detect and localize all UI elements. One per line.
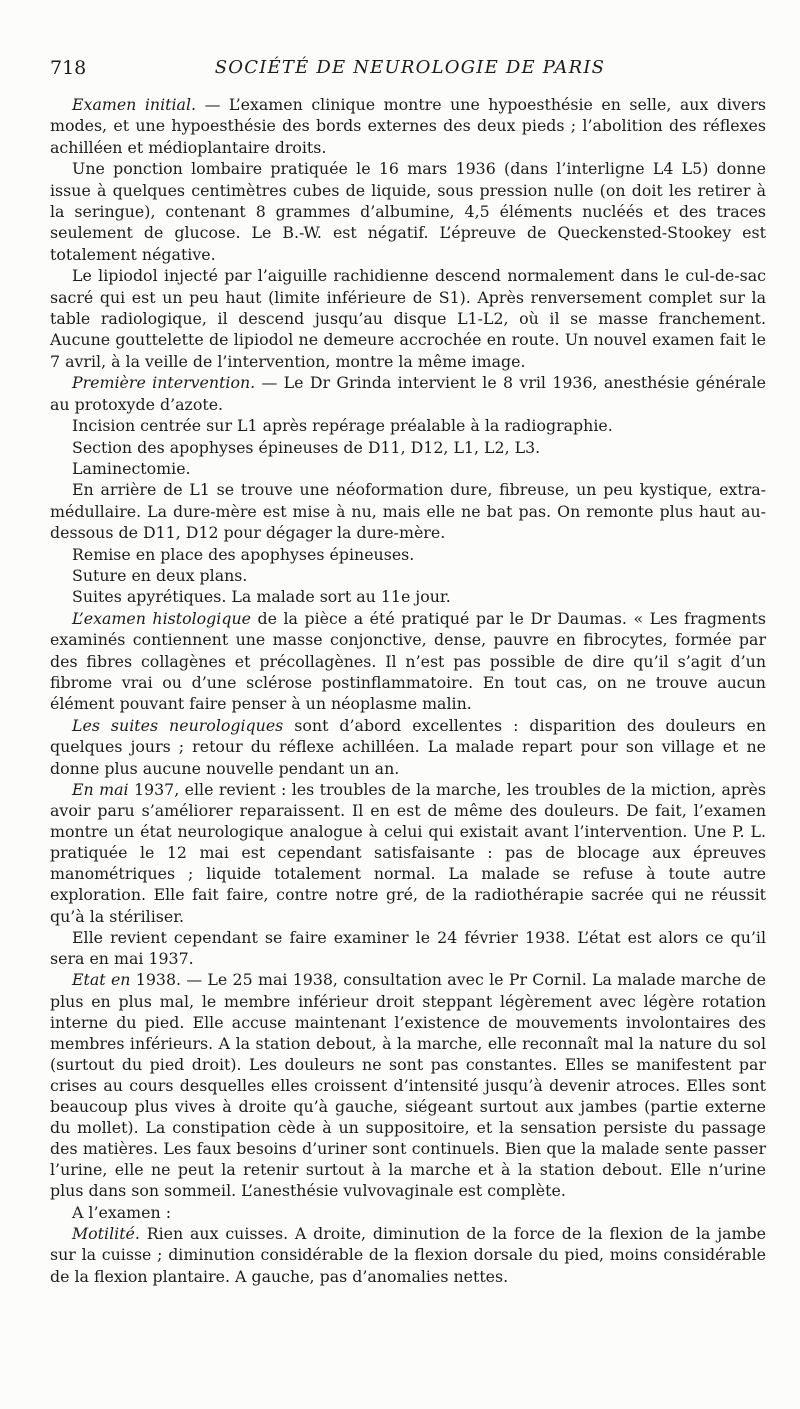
paragraph-suture <box>50 565 766 586</box>
paragraph-motilite <box>50 1223 766 1287</box>
paragraph-text: Le lipiodol injecté par l’aiguille rachidienne descend normalement dans le cul-de-sac sacré qui est un peu haut (limite inférieure de S1). Après renversement complet sur la table radiologique, il descend jusqu’au disque L1-L2, où il se masse franchement. Aucune gouttelette de lipiodol ne demeure accrochée en route. Un nouvel examen fait le 7 avril, à la veille de l’intervention, montre la même image. <box>50 266 766 371</box>
paragraph-text: Rien aux cuisses. A droite, diminution de la force de la flexion de la jambe sur la cuisse ; diminution considérable de la flexion dorsale du pied, moins considérable de la flexion plantaire. A gauche, pas d’anomalies nettes. <box>50 1223 766 1286</box>
paragraph-lead: En mai <box>72 780 129 799</box>
paragraph-suites-apyretiques <box>50 586 766 607</box>
paragraph-suites-neurologiques <box>50 715 766 779</box>
paragraph-text: Section des apophyses épineuses de D11, D12, L1, L2, L3. <box>72 437 541 457</box>
paragraph-lead: Motilité. <box>72 1223 140 1243</box>
paragraph-text: Elle revient cependant se faire examiner le 24 février 1938. L’état est alors ce qu’il sera en mai 1937. <box>50 927 766 969</box>
paragraph-text: de la pièce a été pratiqué par le Dr Daumas. « Les fragments examinés contiennent une masse conjonctive, dense, pauvre en fibrocytes, formée par des fibres collagènes et précollagènes. Il n’est pas possible de dire qu’il s’agit d’un fibrome vrai ou d’une sclérose postinflammatoire. En tout cas, on ne trouve aucun élément pouvant faire penser à un néoplasme malin. <box>50 608 766 714</box>
paragraph-text: 1937, elle revient : les troubles de la marche, les troubles de la miction, après avoir paru s’améliorer reparaissent. Il en est de même des douleurs. De fait, l’examen montre un état neurologique analogue à celui qui existait avant l’intervention. Une P. L. pratiquée le 12 mai est cependant satisfaisante : pas de blocage aux épreuves manométriques ; liquide totalement normal. La malade se refuse à toute autre exploration. Elle fait faire, contre notre gré, de la radiothérapie sacrée qui ne réussit qu’à la stériliser. <box>50 780 766 926</box>
paragraph-a-l-examen <box>50 1202 766 1223</box>
paragraph-lead: Examen initial. <box>72 95 197 114</box>
paragraph-lead: L’examen histologique <box>72 608 251 628</box>
running-head: SOCIÉTÉ DE NEUROLOGIE DE PARIS <box>214 57 606 78</box>
paragraph-neoformation <box>50 479 766 543</box>
paragraph-en-mai <box>50 779 766 927</box>
paragraph-text: Remise en place des apophyses épineuses. <box>72 544 415 564</box>
paragraph-etat-1938 <box>50 969 766 1201</box>
paragraph-section <box>50 437 766 458</box>
paragraph-text: sont d’abord excellentes : disparition des douleurs en quelques jours ; retour du réflexe achilléen. La malade repart pour son village et ne donne plus aucune nouvelle pendant un an. <box>50 715 766 778</box>
paragraph-examen-initial <box>50 94 766 158</box>
paragraph-ponction-lombaire <box>50 158 766 265</box>
paragraph-text: — L’examen clinique montre une hypoesthésie en selle, aux divers modes, et une hypoesthésie des bords externes des deux pieds ; l’abolition des réflexes achilléen et médioplantaire droits. <box>50 95 766 157</box>
article-body <box>50 94 766 1287</box>
paragraph-text: Suture en deux plans. <box>72 565 248 585</box>
paragraph-incision <box>50 415 766 436</box>
page-header <box>50 57 770 83</box>
paragraph-lipiodol <box>50 265 766 372</box>
paragraph-lead: Etat en <box>72 970 131 990</box>
paragraph-remise-en-place <box>50 544 766 565</box>
paragraph-text: Suites apyrétiques. La malade sort au 11e jour. <box>72 587 451 607</box>
paragraph-laminectomie <box>50 458 766 479</box>
paragraph-revient <box>50 927 766 970</box>
paragraph-text: A l’examen : <box>72 1202 172 1222</box>
page-number: 718 <box>50 57 87 79</box>
paragraph-text: 1938. — Le 25 mai 1938, consultation avec le Pr Cornil. La malade marche de plus en plus mal, le membre inférieur droit steppant légèrement avec légère rotation interne du pied. Elle accuse maintenant l’existence de mouvements involontaires des membres inférieurs. A la station debout, à la marche, elle reconnaît mal la nature du sol (surtout du pied droit). Les douleurs ne sont pas constantes. Elles se manifestent par crises au cours desquelles elles croissent d’intensité jusqu’à devenir atroces. Elles sont beaucoup plus vives à droite qu’à gauche, siégeant surtout aux jambes (partie externe du mollet). La constipation cède à un suppositoire, et la sensation persiste du passage des matières. Les faux besoins d’uriner sont continuels. Bien que la malade sente passer l’urine, elle ne peut la retenir surtout à la marche et à la station debout. Elle n’urine plus dans son sommeil. L’anesthésie vulvovaginale est complète. <box>50 970 766 1201</box>
paragraph-lead: Première intervention. <box>72 373 256 393</box>
paragraph-text: En arrière de L1 se trouve une néoformation dure, fibreuse, un peu kystique, extra-médullaire. La dure-mère est mise à nu, mais elle ne bat pas. On remonte plus haut au-dessous de D11, D12 pour dégager la dure-mère. <box>50 480 766 543</box>
paragraph-text: Laminectomie. <box>72 458 191 478</box>
paragraph-premiere-intervention <box>50 372 766 415</box>
paragraph-text: Une ponction lombaire pratiquée le 16 mars 1936 (dans l’interligne L4 L5) donne issue à quelques centimètres cubes de liquide, sous pression nulle (on doit les retirer à la seringue), contenant 8 grammes d’albumine, 4,5 éléments nucléés et des traces seulement de glucose. Le B.-W. est négatif. L’épreuve de Queckensted-Stookey est totalement négative. <box>50 159 766 264</box>
paragraph-text: — Le Dr Grinda intervient le 8 vril 1936, anesthésie générale au protoxyde d’azote. <box>50 373 766 414</box>
paragraph-lead: Les suites neurologiques <box>72 715 284 735</box>
paragraph-examen-histologique <box>50 608 766 715</box>
paragraph-text: Incision centrée sur L1 après repérage préalable à la radiographie. <box>72 416 613 436</box>
